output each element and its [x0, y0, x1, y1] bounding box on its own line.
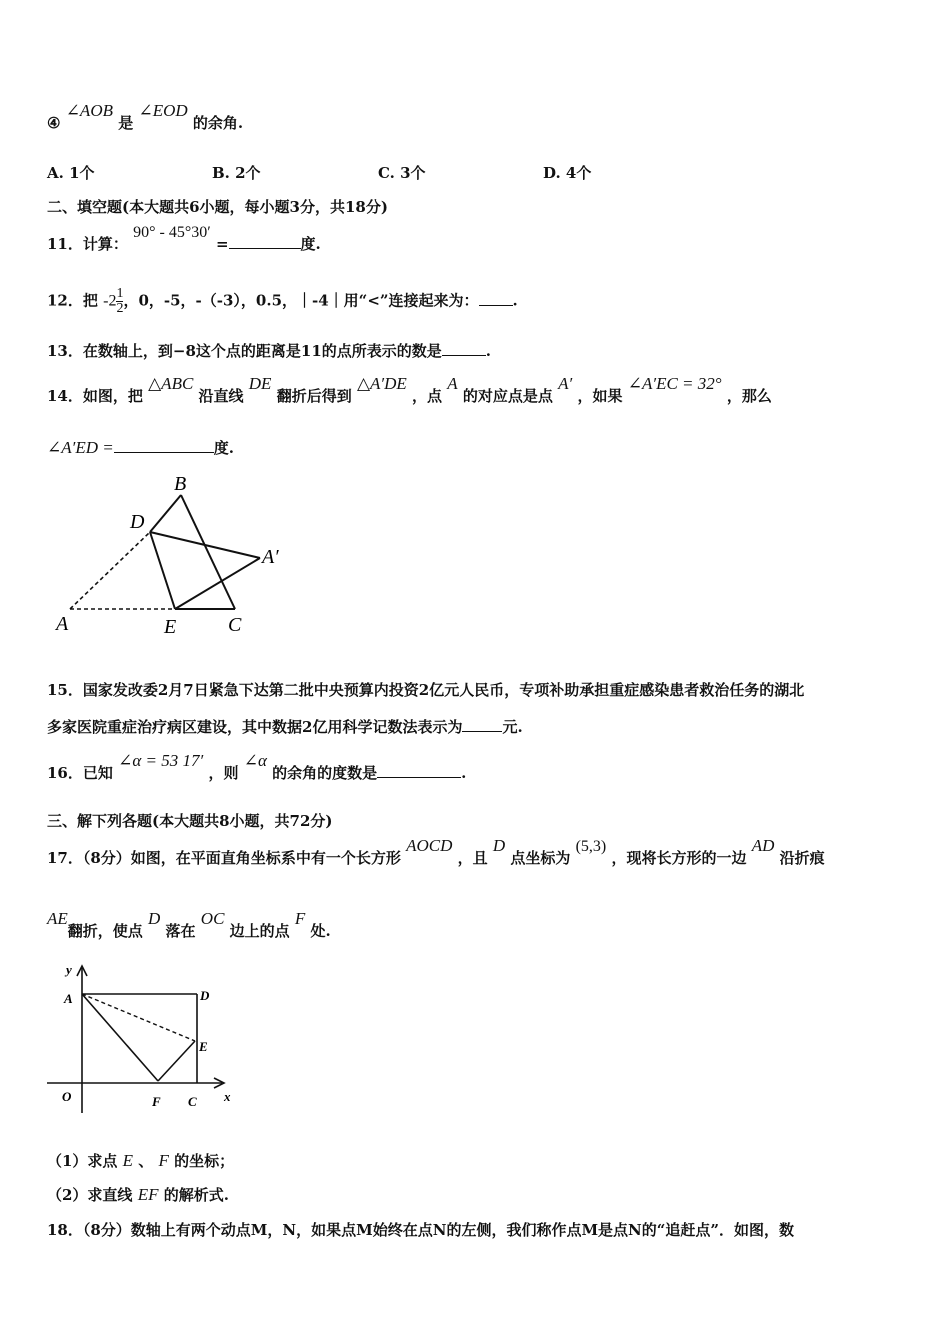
question-13	[47, 340, 491, 361]
text: 11．计算：	[47, 235, 128, 253]
section-3-title: 三、解下列各题(本大题共8小题，共72分)	[47, 812, 333, 830]
condition-alpha: ∠α = 53 17′	[118, 751, 204, 770]
item-number: ④	[47, 114, 61, 132]
figure-17	[40, 958, 250, 1118]
question-18: 18．（8分）数轴上有两个动点M，N，如果点M始终在点N的左侧，我们称作点M是点N的“追赶点”．如图，数	[47, 1221, 795, 1239]
segment-da-prime	[150, 532, 260, 558]
text: 多家医院重症治疗病区建设，其中数据2亿用科学记数法表示为	[47, 718, 463, 736]
text: ，如果	[577, 387, 623, 405]
text: （2）求直线	[47, 1186, 133, 1204]
text: =	[215, 235, 229, 253]
question-17	[47, 836, 825, 868]
answer-blank[interactable]	[229, 247, 301, 249]
label-e: E	[164, 616, 177, 638]
point-f: F	[294, 909, 306, 928]
angle-aob: ∠AOB	[65, 101, 113, 120]
label-c: C	[228, 614, 242, 636]
text: 翻折后得到	[276, 387, 352, 405]
text: ，0，-5，-（-3），0.5，｜-4｜用“<”连接起来为：	[123, 291, 479, 310]
text: 是	[118, 114, 134, 132]
question-11	[47, 224, 321, 254]
answer-blank[interactable]	[479, 304, 513, 306]
label-x: x	[224, 1089, 231, 1104]
segment-de	[150, 532, 175, 609]
segment-a-prime-e	[175, 558, 260, 609]
dashed-ae	[82, 994, 195, 1041]
question-17-part2	[47, 1184, 229, 1205]
option-d: D. 4个	[543, 164, 592, 182]
condition-angle: ∠A′EC = 32°	[627, 374, 722, 393]
side-oc: OC	[200, 909, 225, 928]
edge-ad: AD	[751, 836, 775, 855]
crease-ae: AE	[47, 909, 68, 928]
text: 的解析式.	[163, 1186, 229, 1204]
text: ，现将长方形的一边	[611, 849, 747, 867]
question-12	[47, 287, 518, 316]
fraction-denominator: 2	[116, 301, 124, 316]
point-a: A	[447, 374, 458, 393]
option-c: C. 3个	[378, 164, 426, 182]
option-a: A. 1个	[47, 164, 95, 182]
text: 的余角的度数是	[272, 764, 378, 782]
text: 17．（8分）如图，在平面直角坐标系中有一个长方形	[47, 849, 401, 867]
text: 的对应点是点	[462, 387, 553, 405]
label-b: B	[174, 473, 187, 495]
answer-blank[interactable]	[442, 354, 486, 356]
label-e: E	[199, 1039, 208, 1054]
text: 点坐标为	[510, 849, 571, 867]
text: ，点	[412, 387, 443, 405]
answer-blank[interactable]	[377, 776, 461, 778]
question-14	[47, 374, 772, 406]
label-f: F	[152, 1094, 161, 1109]
fraction-numerator: 1	[116, 286, 124, 301]
text: 处.	[310, 922, 331, 940]
q10-item4	[47, 101, 244, 133]
question-17-line2	[47, 909, 331, 941]
label-a-prime: A′	[262, 546, 279, 568]
question-15-line2	[47, 716, 523, 737]
expression: 90° - 45°30′	[133, 224, 211, 241]
point-a-prime: A′	[558, 374, 573, 393]
segment-fe	[158, 1041, 195, 1081]
line-ef: EF	[137, 1185, 159, 1204]
text: .	[485, 342, 491, 360]
text: .	[512, 291, 518, 310]
label-c: C	[188, 1094, 197, 1109]
segment-af	[82, 994, 158, 1081]
text: 的坐标；	[174, 1152, 235, 1170]
angle-eod: ∠EOD	[138, 101, 188, 120]
question-14-answer	[47, 437, 234, 458]
segment-bc	[181, 495, 235, 609]
label-y: y	[66, 962, 72, 977]
text: 元.	[502, 718, 523, 736]
point-e: E	[122, 1151, 134, 1170]
text: 度.	[213, 439, 234, 457]
text: 的余角.	[192, 114, 244, 132]
text: 、	[138, 1152, 154, 1170]
point-d: D	[148, 909, 161, 928]
answer-blank[interactable]	[114, 451, 214, 453]
text: 翻折，使点	[67, 922, 143, 940]
point-f: F	[158, 1151, 169, 1170]
question-17-part1	[47, 1150, 234, 1171]
text: 16．已知	[47, 764, 113, 782]
text: 12．把	[47, 291, 98, 310]
text: 14．如图，把	[47, 387, 143, 405]
dashed-da	[70, 532, 150, 609]
text: 沿折痕	[779, 849, 825, 867]
label-d: D	[130, 511, 145, 533]
question-16	[47, 751, 467, 783]
section-2-title: 二、填空题(本大题共6小题，每小题3分，共18分)	[47, 198, 388, 216]
text: 边上的点	[229, 922, 290, 940]
text: （1）求点	[47, 1152, 118, 1170]
text: ，则	[208, 764, 239, 782]
label-a: A	[56, 613, 69, 635]
question-15-line1: 15．国家发改委2月7日紧急下达第二批中央预算内投资2亿元人民币，专项补助承担重症感染患者救治任务的湖北	[47, 681, 805, 699]
option-b: B. 2个	[212, 164, 261, 182]
answer-blank[interactable]	[462, 730, 502, 732]
text: ，且	[457, 849, 488, 867]
line-de: DE	[248, 374, 272, 393]
coordinate: (5,3)	[575, 838, 607, 855]
segment-db	[150, 495, 181, 532]
text: 度.	[300, 235, 321, 253]
triangle-abc: △ABC	[148, 374, 194, 393]
angle-expression: ∠A′ED =	[47, 438, 114, 457]
triangle-a-prime-de: △A′DE	[356, 374, 407, 393]
label-o: O	[62, 1089, 72, 1104]
figure-14	[40, 465, 300, 645]
label-d: D	[200, 988, 210, 1003]
text: 13．在数轴上，到−8这个点的距离是11的点所表示的数是	[47, 342, 442, 360]
text: 落在	[165, 922, 196, 940]
angle-alpha: ∠α	[243, 751, 267, 770]
point-d: D	[492, 836, 506, 855]
text: ，那么	[726, 387, 772, 405]
label-a: A	[64, 991, 73, 1006]
text: 沿直线	[198, 387, 244, 405]
neg-number: -2	[103, 292, 117, 310]
rect-aocd: AOCD	[406, 836, 453, 855]
text: .	[461, 764, 467, 782]
